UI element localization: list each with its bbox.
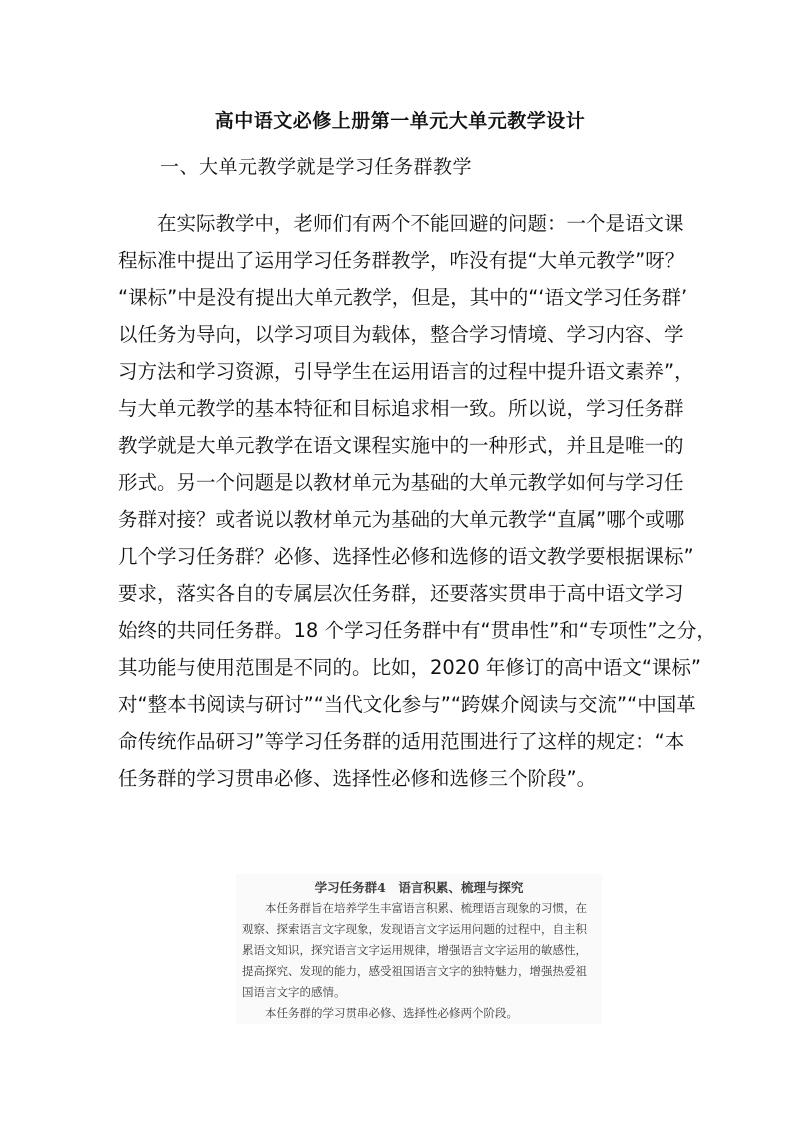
paragraph-line: 在实际教学中，老师们有两个不能回避的问题：一个是语文课 xyxy=(118,212,684,235)
paragraph-line: 形式。另一个问题是以教材单元为基础的大单元教学如何与学习任 xyxy=(118,471,684,494)
paragraph-line: 命传统作品研习”等学习任务群的适用范围进行了这样的规定：“本 xyxy=(118,730,685,753)
paragraph-line: 务群对接？或者说以教材单元为基础的大单元教学“直属”哪个或哪 xyxy=(118,508,685,531)
excerpt-line: 本任务群的学习贯串必修、选择性必修两个阶段。 xyxy=(242,1006,518,1020)
paragraph-line: “课标”中是没有提出大单元教学，但是，其中的“‘语文学习任务群’ xyxy=(118,286,688,309)
paragraph-line: 几个学习任务群？必修、选择性必修和选修的语文教学要根据课标” xyxy=(118,545,694,568)
section-heading: 一、大单元教学就是学习任务群教学 xyxy=(160,156,473,178)
body-paragraph xyxy=(118,205,716,797)
paragraph-line: 教学就是大单元教学在语文课程实施中的一种形式，并且是唯一的 xyxy=(118,434,684,457)
excerpt-image xyxy=(236,874,602,1024)
excerpt-title: 学习任务群4 语言积累、梳理与探究 xyxy=(314,880,524,895)
paragraph-line: 对“整本书阅读与研讨”“当代文化参与”“跨媒介阅读与交流”“中国革 xyxy=(118,693,696,716)
paragraph-line: 与大单元教学的基本特征和目标追求相一致。所以说，学习任务群 xyxy=(118,397,684,420)
excerpt-line: 累语文知识，探究语言文字运用规律，增强语言文字运用的敏感性， xyxy=(242,943,587,957)
excerpt-body xyxy=(236,898,602,1024)
paragraph-line: 程标准中提出了运用学习任务群教学，咋没有提“大单元教学”呀？ xyxy=(118,249,685,272)
excerpt-line: 本任务群旨在培养学生丰富语言积累、梳理语言现象的习惯，在 xyxy=(242,901,587,915)
excerpt-line: 观察、探索语言文字现象，发现语言文字运用问题的过程中，自主积 xyxy=(242,922,587,936)
paragraph-line: 任务群的学习贯串必修、选择性必修和选修三个阶段”。 xyxy=(118,767,597,790)
document-title: 高中语文必修上册第一单元大单元教学设计 xyxy=(214,110,586,132)
paragraph-line: 其功能与使用范围是不同的。比如，2020 年修订的高中语文“课标” xyxy=(118,656,702,679)
excerpt-line: 国语言文字的感情。 xyxy=(242,985,346,999)
paragraph-line: 始终的共同任务群。18 个学习任务群中有“贯串性”和“专项性”之分， xyxy=(118,619,716,642)
paragraph-line: 要求，落实各自的专属层次任务群，还要落实贯串于高中语文学习 xyxy=(118,582,684,605)
excerpt-line: 提高探究、发现的能力，感受祖国语言文字的独特魅力，增强热爱祖 xyxy=(242,964,587,978)
paragraph-line: 习方法和学习资源，引导学生在运用语言的过程中提升语文素养”， xyxy=(118,360,694,383)
paragraph-line: 以任务为导向，以学习项目为载体，整合学习情境、学习内容、学 xyxy=(118,323,684,346)
